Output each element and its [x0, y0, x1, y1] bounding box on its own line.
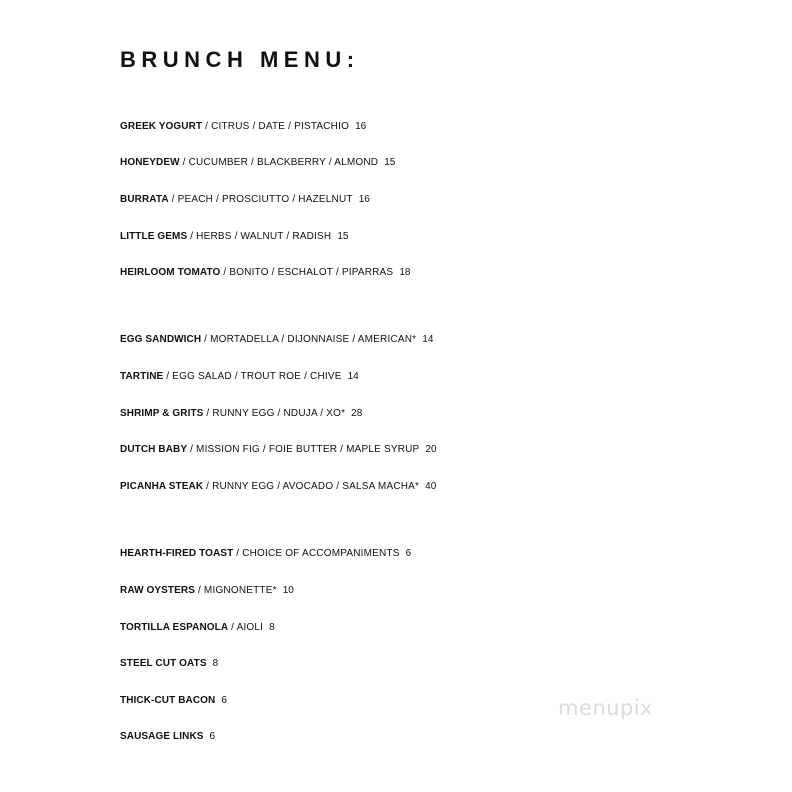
- item-price: 14: [347, 371, 359, 382]
- item-price: 8: [212, 658, 219, 669]
- item-name: PICANHA STEAK: [120, 481, 204, 492]
- item-name: GREEK YOGURT: [120, 121, 203, 132]
- item-name: SAUSAGE LINKS: [120, 731, 204, 742]
- item-description: / MISSION FIG / FOIE BUTTER / MAPLE SYRUP: [187, 444, 420, 455]
- menu-item: [120, 371, 359, 383]
- item-description: / CHOICE OF ACCOMPANIMENTS: [233, 548, 400, 559]
- item-price: 14: [422, 334, 434, 345]
- item-name: STEEL CUT OATS: [120, 658, 207, 669]
- item-name: HEARTH-FIRED TOAST: [120, 548, 234, 559]
- menu-item: [120, 121, 366, 133]
- menu-title: BRUNCH MENU:: [120, 47, 360, 72]
- menu-item: [120, 695, 227, 707]
- menu-item: [120, 194, 370, 206]
- item-name: HONEYDEW: [120, 157, 180, 168]
- item-price: 40: [425, 481, 437, 492]
- menu-item: [120, 622, 275, 634]
- item-price: 6: [221, 695, 227, 706]
- item-price: 16: [358, 194, 370, 205]
- item-price: 18: [399, 267, 411, 278]
- menu-item: [120, 548, 411, 560]
- item-name: EGG SANDWICH: [120, 334, 202, 345]
- item-name: LITTLE GEMS: [120, 231, 188, 242]
- item-name: DUTCH BABY: [120, 444, 188, 455]
- item-price: 10: [282, 585, 294, 596]
- item-price: 6: [209, 731, 216, 742]
- item-description: / MIGNONETTE*: [195, 585, 277, 596]
- item-description: / CITRUS / DATE / PISTACHIO: [202, 121, 350, 132]
- item-name: SHRIMP & GRITS: [120, 408, 204, 419]
- item-description: / RUNNY EGG / NDUJA / XO*: [203, 408, 346, 419]
- item-description: / EGG SALAD / TROUT ROE / CHIVE: [163, 371, 342, 382]
- menu-item: [120, 267, 410, 279]
- menu-item: [120, 585, 294, 597]
- menu-item: [120, 231, 348, 243]
- menu-item: [120, 408, 362, 420]
- item-name: THICK-CUT BACON: [120, 695, 216, 706]
- item-description: / HERBS / WALNUT / RADISH: [187, 231, 332, 242]
- item-name: HEIRLOOM TOMATO: [120, 267, 221, 278]
- item-price: 20: [425, 444, 437, 455]
- item-price: 15: [337, 231, 349, 242]
- item-price: 16: [355, 121, 367, 132]
- item-name: TARTINE: [120, 371, 164, 382]
- item-description: / CUCUMBER / BLACKBERRY / ALMOND: [179, 157, 379, 168]
- item-price: 28: [351, 408, 363, 419]
- item-description: / RUNNY EGG / AVOCADO / SALSA MACHA*: [203, 481, 420, 492]
- menu-item: [120, 157, 395, 169]
- menu-item: [120, 731, 215, 743]
- item-name: BURRATA: [120, 194, 169, 205]
- item-price: 6: [405, 548, 412, 559]
- item-name: RAW OYSTERS: [120, 585, 195, 596]
- item-name: TORTILLA ESPANOLA: [120, 622, 229, 633]
- item-price: 8: [269, 622, 275, 633]
- menupix-watermark: menupix: [558, 696, 654, 720]
- item-price: 15: [384, 157, 396, 168]
- menu-item: [120, 481, 436, 493]
- item-description: / BONITO / ESCHALOT / PIPARRAS: [220, 267, 394, 278]
- menu-item: [120, 444, 437, 456]
- menu-item: [120, 658, 218, 670]
- item-description: / MORTADELLA / DIJONNAISE / AMERICAN*: [201, 334, 417, 345]
- item-description: / PEACH / PROSCIUTTO / HAZELNUT: [168, 194, 353, 205]
- item-description: / AIOLI: [228, 622, 264, 633]
- menu-item: [120, 334, 433, 346]
